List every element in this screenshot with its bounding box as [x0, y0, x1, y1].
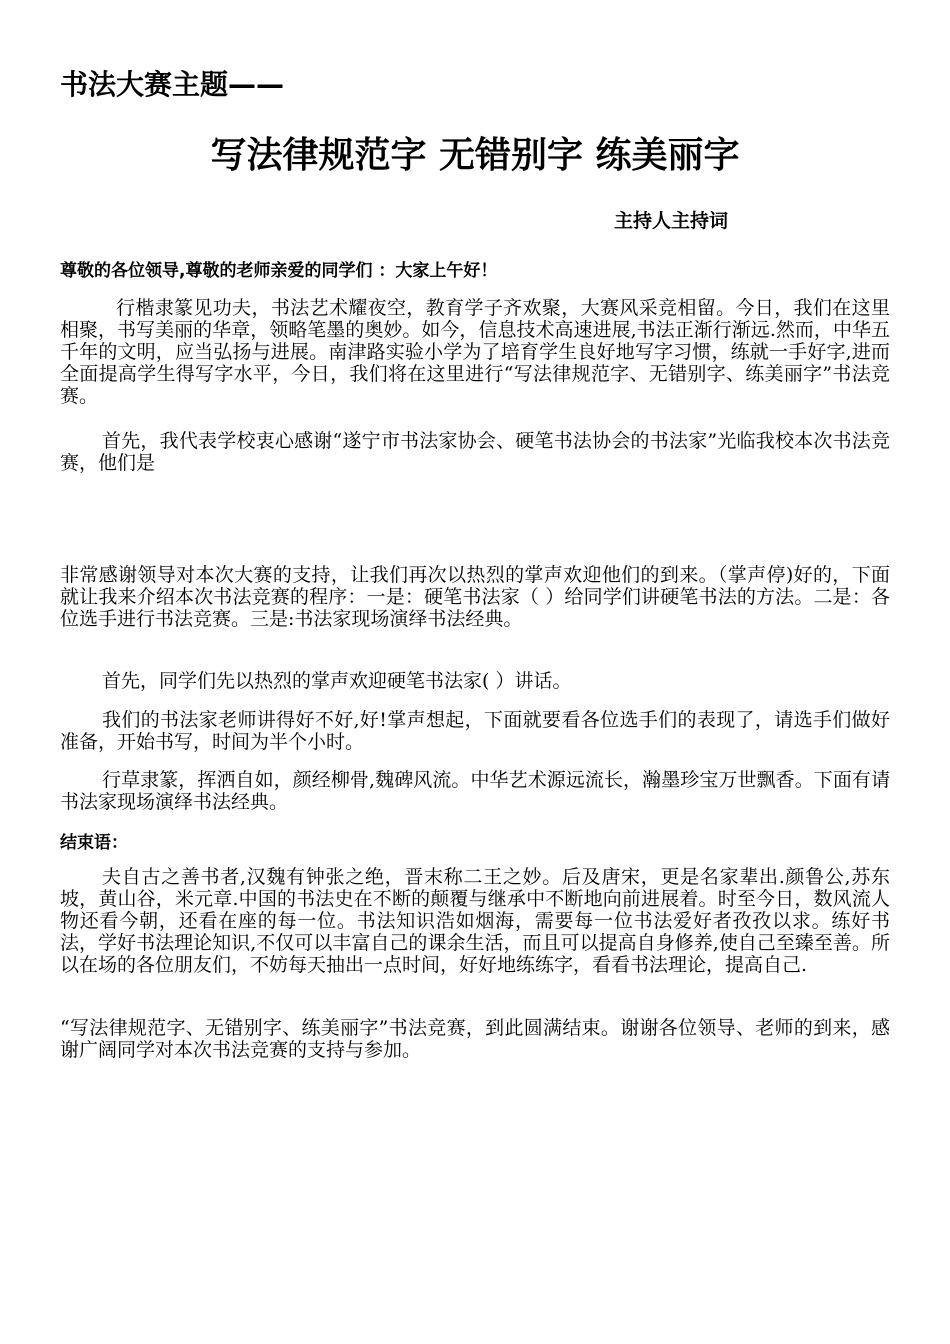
closing-thanks-paragraph: “写法律规范字、无错别字、练美丽字”书法竞赛，到此圆满结束。谢谢各位领导、老师的到来，感谢广阔同学对本次书法竞赛的支持与参加。 — [60, 1017, 890, 1061]
closing-paragraph: 夫自古之善书者,汉魏有钟张之绝，晋末称二王之妙。后及唐宋，更是名家辈出.颜鲁公,苏东坡，黄山谷，米元章.中国的书法史在不断的颠覆与继承中不断地向前进展着。时至今日，数风流人物还看今朝，还看在座的每一位。书法知识浩如烟海，需要每一位书法爱好者孜孜以求。练好书法，学好书法理论知识,不仅可以丰富自己的课余生活，而且可以提高自身修养,使自己至臻至善。所以在场的各位朋友们，不妨每天抽出一点时间，好好地练练字，看看书法理论，提高自己. — [60, 866, 890, 976]
competition-start-paragraph: 我们的书法家老师讲得好不好,好!掌声想起，下面就要看各位选手们的表现了，请选手们做好准备，开始书写，时间为半个小时。 — [60, 709, 890, 753]
thanks-guests-paragraph: 首先，我代表学校衷心感谢“遂宁市书法家协会、硬笔书法协会的书法家”光临我校本次书法竞赛，他们是 — [60, 430, 890, 474]
greeting-line: 尊敬的各位领导,尊敬的老师亲爱的同学们 ：大家上午好！ — [60, 261, 498, 281]
live-demonstration-paragraph: 行草隶篆，挥洒自如，颜经柳骨,魏碑风流。中华艺术源远流长，瀚墨珍宝万世飘香。下面有请书法家现场演绎书法经典。 — [60, 769, 890, 813]
closing-label: 结束语： — [60, 833, 128, 853]
theme-heading: 书法大赛主题—— — [60, 68, 285, 101]
opening-paragraph: 行楷隶篆见功夫，书法艺术耀夜空，教育学子齐欢聚，大赛风采竞相留。今日，我们在这里相聚，书写美丽的华章，领略笔墨的奥妙。如今，信息技术高速进展,书法正渐行渐远.然而，中华五千年的文明，应当弘扬与进展。南津路实验小学为了培育学生良好地写字习惯，练就一手好字,进而全面提高学生得写字水平，今日，我们将在这里进行“写法律规范字、无错别字、练美丽字”书法竞赛。 — [60, 297, 890, 407]
host-label: 主持人主持词 — [614, 210, 729, 232]
welcome-speaker-paragraph: 首先，同学们先以热烈的掌声欢迎硬笔书法家( ）讲话。 — [102, 670, 572, 692]
main-title: 写法律规范字 无错别字 练美丽字 — [210, 135, 740, 176]
program-introduction-paragraph: 非常感谢领导对本次大赛的支持，让我们再次以热烈的掌声欢迎他们的到来。（掌声停)好的，下面就让我来介绍本次书法竞赛的程序：一是：硬笔书法家（ ）给同学们讲硬笔书法的方法。二是：各位选手进行书法竞赛。三是:书法家现场演绎书法经典。 — [60, 564, 890, 630]
